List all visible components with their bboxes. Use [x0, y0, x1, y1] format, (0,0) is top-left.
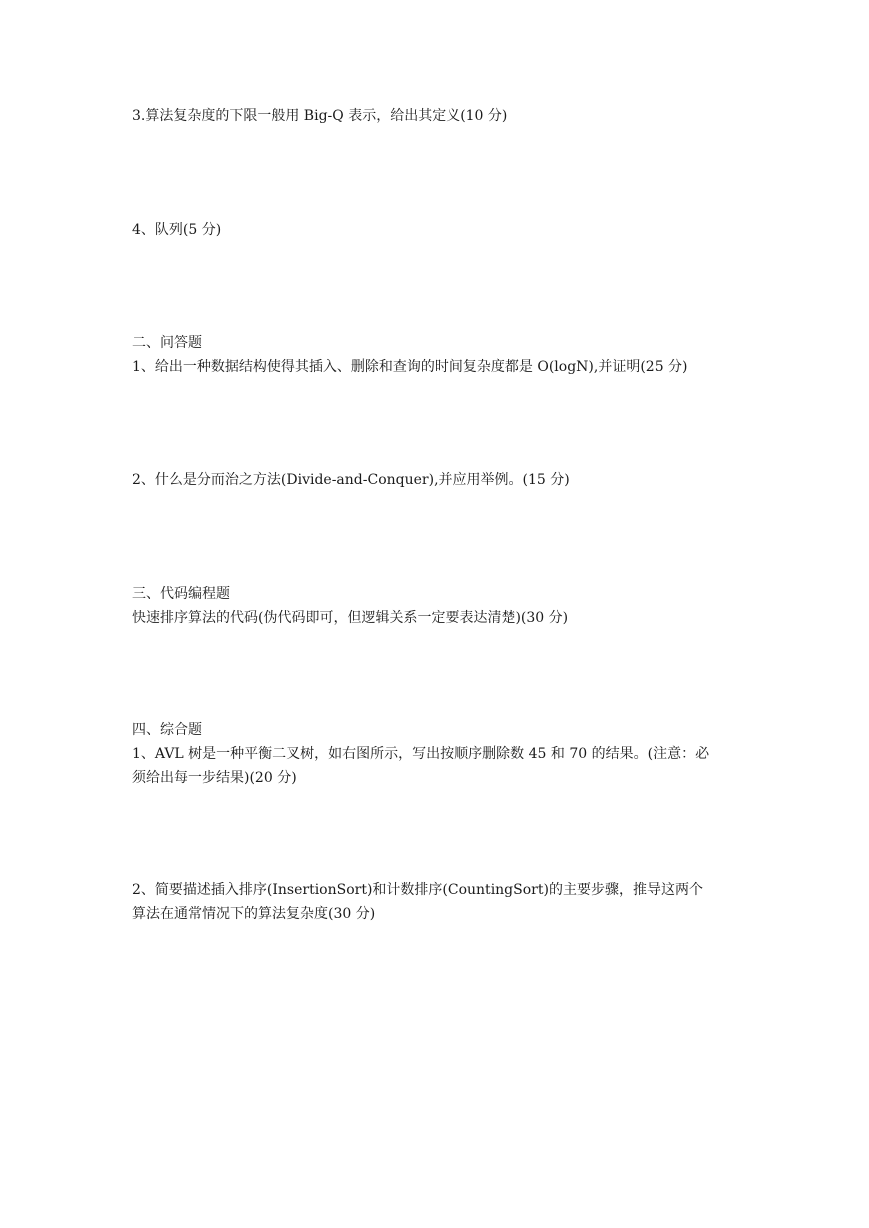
section-heading-coding: 三、代码编程题 — [132, 586, 230, 602]
section-heading-short-answer: 二、问答题 — [132, 335, 202, 351]
short-answer-question-1: 1、给出一种数据结构使得其插入、删除和查询的时间复杂度都是 O(logN),并证明(25 分) — [132, 359, 688, 375]
section-heading-comprehensive: 四、综合题 — [132, 722, 202, 738]
question-4-queue: 4、队列(5 分) — [132, 222, 222, 238]
comprehensive-question-1-line-2: 须给出每一步结果)(20 分) — [132, 770, 297, 786]
comprehensive-question-1-line-1: 1、AVL 树是一种平衡二叉树，如右图所示，写出按顺序删除数 45 和 70 的结果。(注意：必 — [132, 746, 710, 762]
question-3-definition: 3.算法复杂度的下限一般用 Big-Q 表示，给出其定义(10 分) — [132, 108, 508, 124]
comprehensive-question-2-line-2: 算法在通常情况下的算法复杂度(30 分) — [132, 906, 376, 922]
comprehensive-question-2-line-1: 2、简要描述插入排序(InsertionSort)和计数排序(CountingSort)的主要步骤，推导这两个 — [132, 882, 703, 898]
coding-question-1: 快速排序算法的代码(伪代码即可，但逻辑关系一定要表达清楚)(30 分) — [132, 610, 569, 626]
short-answer-question-2: 2、什么是分而治之方法(Divide-and-Conquer),并应用举例。(15 分) — [132, 472, 570, 488]
